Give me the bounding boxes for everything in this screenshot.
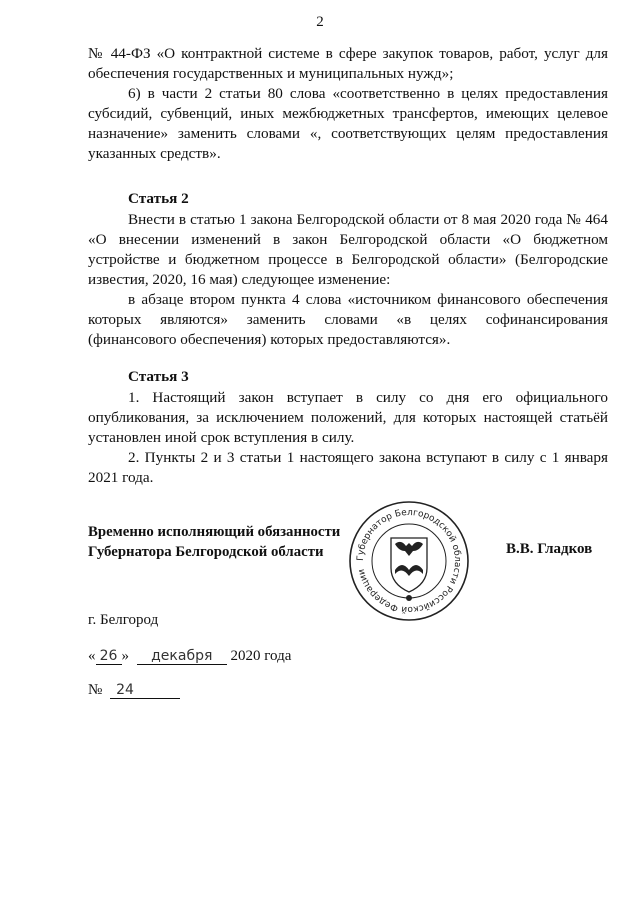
signatory-position-line-1: Временно исполняющий обязанности (88, 524, 341, 540)
official-seal-icon (348, 500, 470, 622)
article-3-paragraph-1: 1. Настоящий закон вступает в силу со дня его официального опубликования, за исключением положений, для которых настоящей статьёй установлен иной срок вступления в силу. (88, 389, 608, 446)
article-2-paragraph-2: в абзаце втором пункта 4 слова «источником финансового обеспечения которых являются» заменить словами «в целях софинансирования (финансового обеспечения) которых предоставляются». (88, 291, 608, 348)
signing-date (88, 648, 291, 665)
seal-text: Губернатор Белгородской области Российской Федерации (355, 507, 463, 615)
date-year: 2020 года (230, 648, 292, 664)
amendment-continuation (88, 44, 608, 164)
signatory-position-line-2: Губернатора Белгородской области (88, 544, 324, 560)
date-day: 26 (96, 648, 122, 665)
date-month: декабря (137, 648, 227, 665)
signing-city: г. Белгород (88, 612, 159, 628)
article-3-title: Статья 3 (128, 368, 189, 385)
date-close-quote: » (121, 648, 129, 664)
paragraph-item-6: 6) в части 2 статьи 80 слова «соответственно в целях предоставления субсидий, субвенций, иных межбюджетных трансфертов, имеющих целевое назначение» заменить словами «, соответствующих целям предоставления указанных средств». (88, 85, 608, 162)
article-3-paragraph-2: 2. Пункты 2 и 3 статьи 1 настоящего закона вступают в силу с 1 января 2021 года. (88, 449, 608, 486)
signatory-position (88, 522, 340, 562)
law-number (88, 682, 180, 699)
date-open-quote: « (88, 648, 96, 664)
article-2-paragraph-1: Внести в статью 1 закона Белгородской области от 8 мая 2020 года № 464 «О внесении изменений в закон Белгородской области «О бюджетном устройстве и бюджетном процессе в Белгородской области» (Белгородские известия, 2020, 16 мая) следующее изменение: (88, 211, 608, 288)
signatory-name: В.В. Гладков (506, 541, 593, 557)
article-2-body (88, 210, 608, 350)
paragraph-law-reference: № 44-ФЗ «О контрактной системе в сфере закупок товаров, работ, услуг для обеспечения государственных и муниципальных нужд»; (88, 45, 608, 82)
page-number: 2 (316, 14, 324, 30)
article-2-title: Статья 2 (128, 190, 189, 207)
number-value: 24 (110, 682, 180, 699)
article-3-body (88, 388, 608, 488)
number-label: № (88, 682, 103, 698)
